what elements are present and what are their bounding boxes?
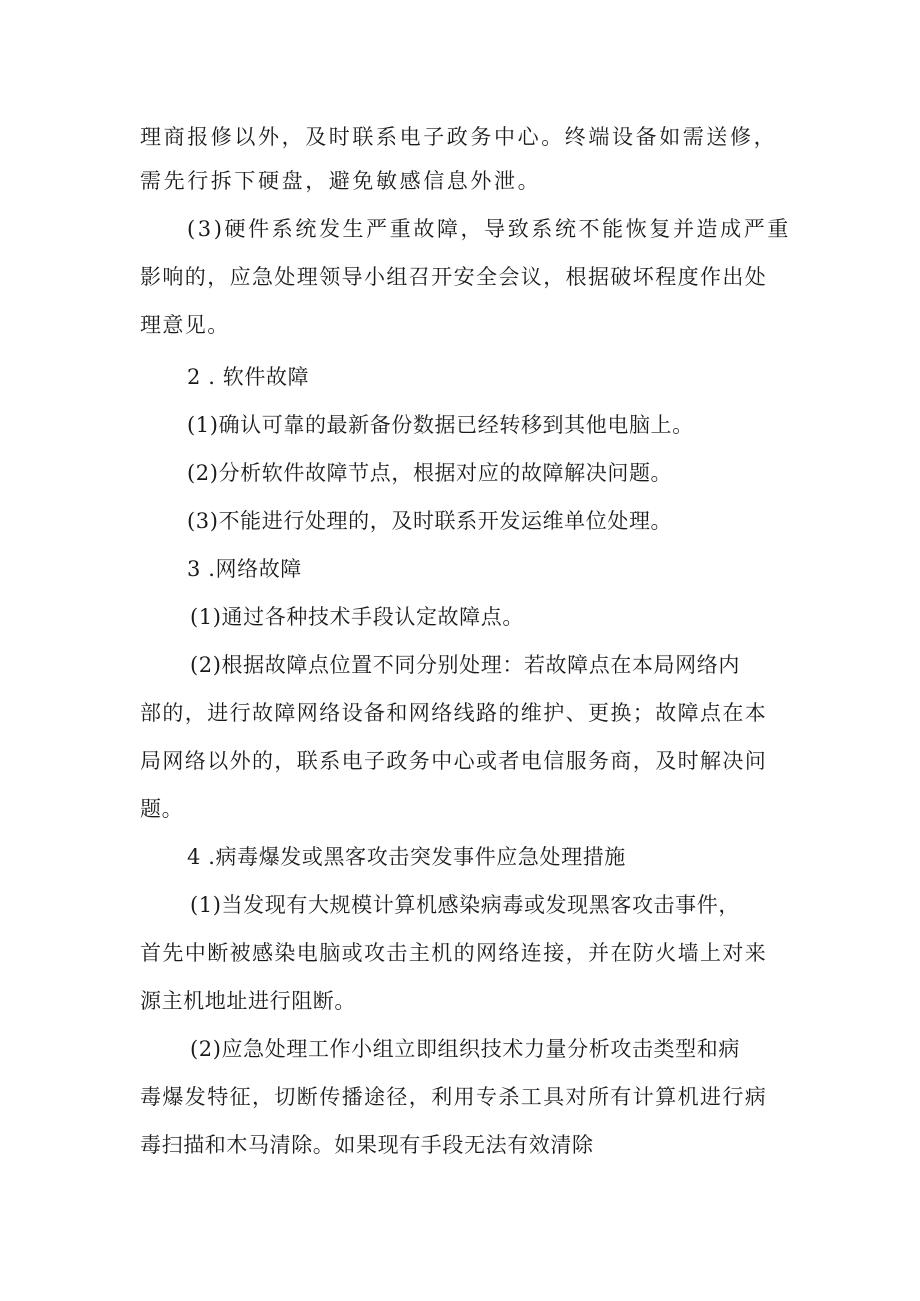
paragraph-line: 影响的，应急处理领导小组召开安全会议，根据破坏程度作出处 — [140, 265, 768, 289]
paragraph-line: (3)硬件系统发生严重故障，导致系统不能恢复并造成严重 — [187, 217, 791, 241]
paragraph-line: 毒爆发特征，切断传播途径，利用专杀工具对所有计算机进行病 — [140, 1085, 768, 1109]
section-heading: 3 .网络故障 — [187, 557, 302, 581]
paragraph-line: 源主机地址进行阻断。 — [140, 989, 356, 1013]
paragraph-line: 首先中断被感染电脑或攻击主机的网络连接，并在防火墙上对来 — [140, 941, 768, 965]
paragraph-line: 局网络以外的，联系电子政务中心或者电信服务商，及时解决问 — [140, 749, 768, 773]
paragraph-line: (3)不能进行处理的，及时联系开发运维单位处理。 — [187, 509, 673, 533]
paragraph-line: (2)分析软件故障节点，根据对应的故障解决问题。 — [187, 461, 673, 485]
section-heading: 2 . 软件故障 — [187, 365, 310, 389]
paragraph-line: 理商报修以外，及时联系电子政务中心。终端设备如需送修， — [140, 125, 778, 149]
paragraph-line: 需先行拆下硬盘，避免敏感信息外泄。 — [140, 169, 542, 193]
paragraph-line: (1)通过各种技术手段认定故障点。 — [190, 605, 524, 629]
section-heading: 4 .病毒爆发或黑客攻击突发事件应急处理措施 — [187, 845, 626, 869]
paragraph-line: (1)当发现有大规模计算机感染病毒或发现黑客攻击事件， — [190, 893, 740, 917]
paragraph-line: (2)根据故障点位置不同分别处理：若故障点在本局网络内 — [190, 653, 740, 677]
paragraph-line: (1)确认可靠的最新备份数据已经转移到其他电脑上。 — [187, 413, 694, 437]
paragraph-line: 部的，进行故障网络设备和网络线路的维护、更换；故障点在本 — [140, 701, 768, 725]
paragraph-line: 题。 — [140, 797, 184, 821]
paragraph-line: (2)应急处理工作小组立即组织技术力量分析攻击类型和病 — [190, 1037, 740, 1061]
paragraph-line: 毒扫描和木马清除。如果现有手段无法有效清除 — [140, 1133, 594, 1157]
paragraph-line: 理意见。 — [140, 313, 230, 337]
